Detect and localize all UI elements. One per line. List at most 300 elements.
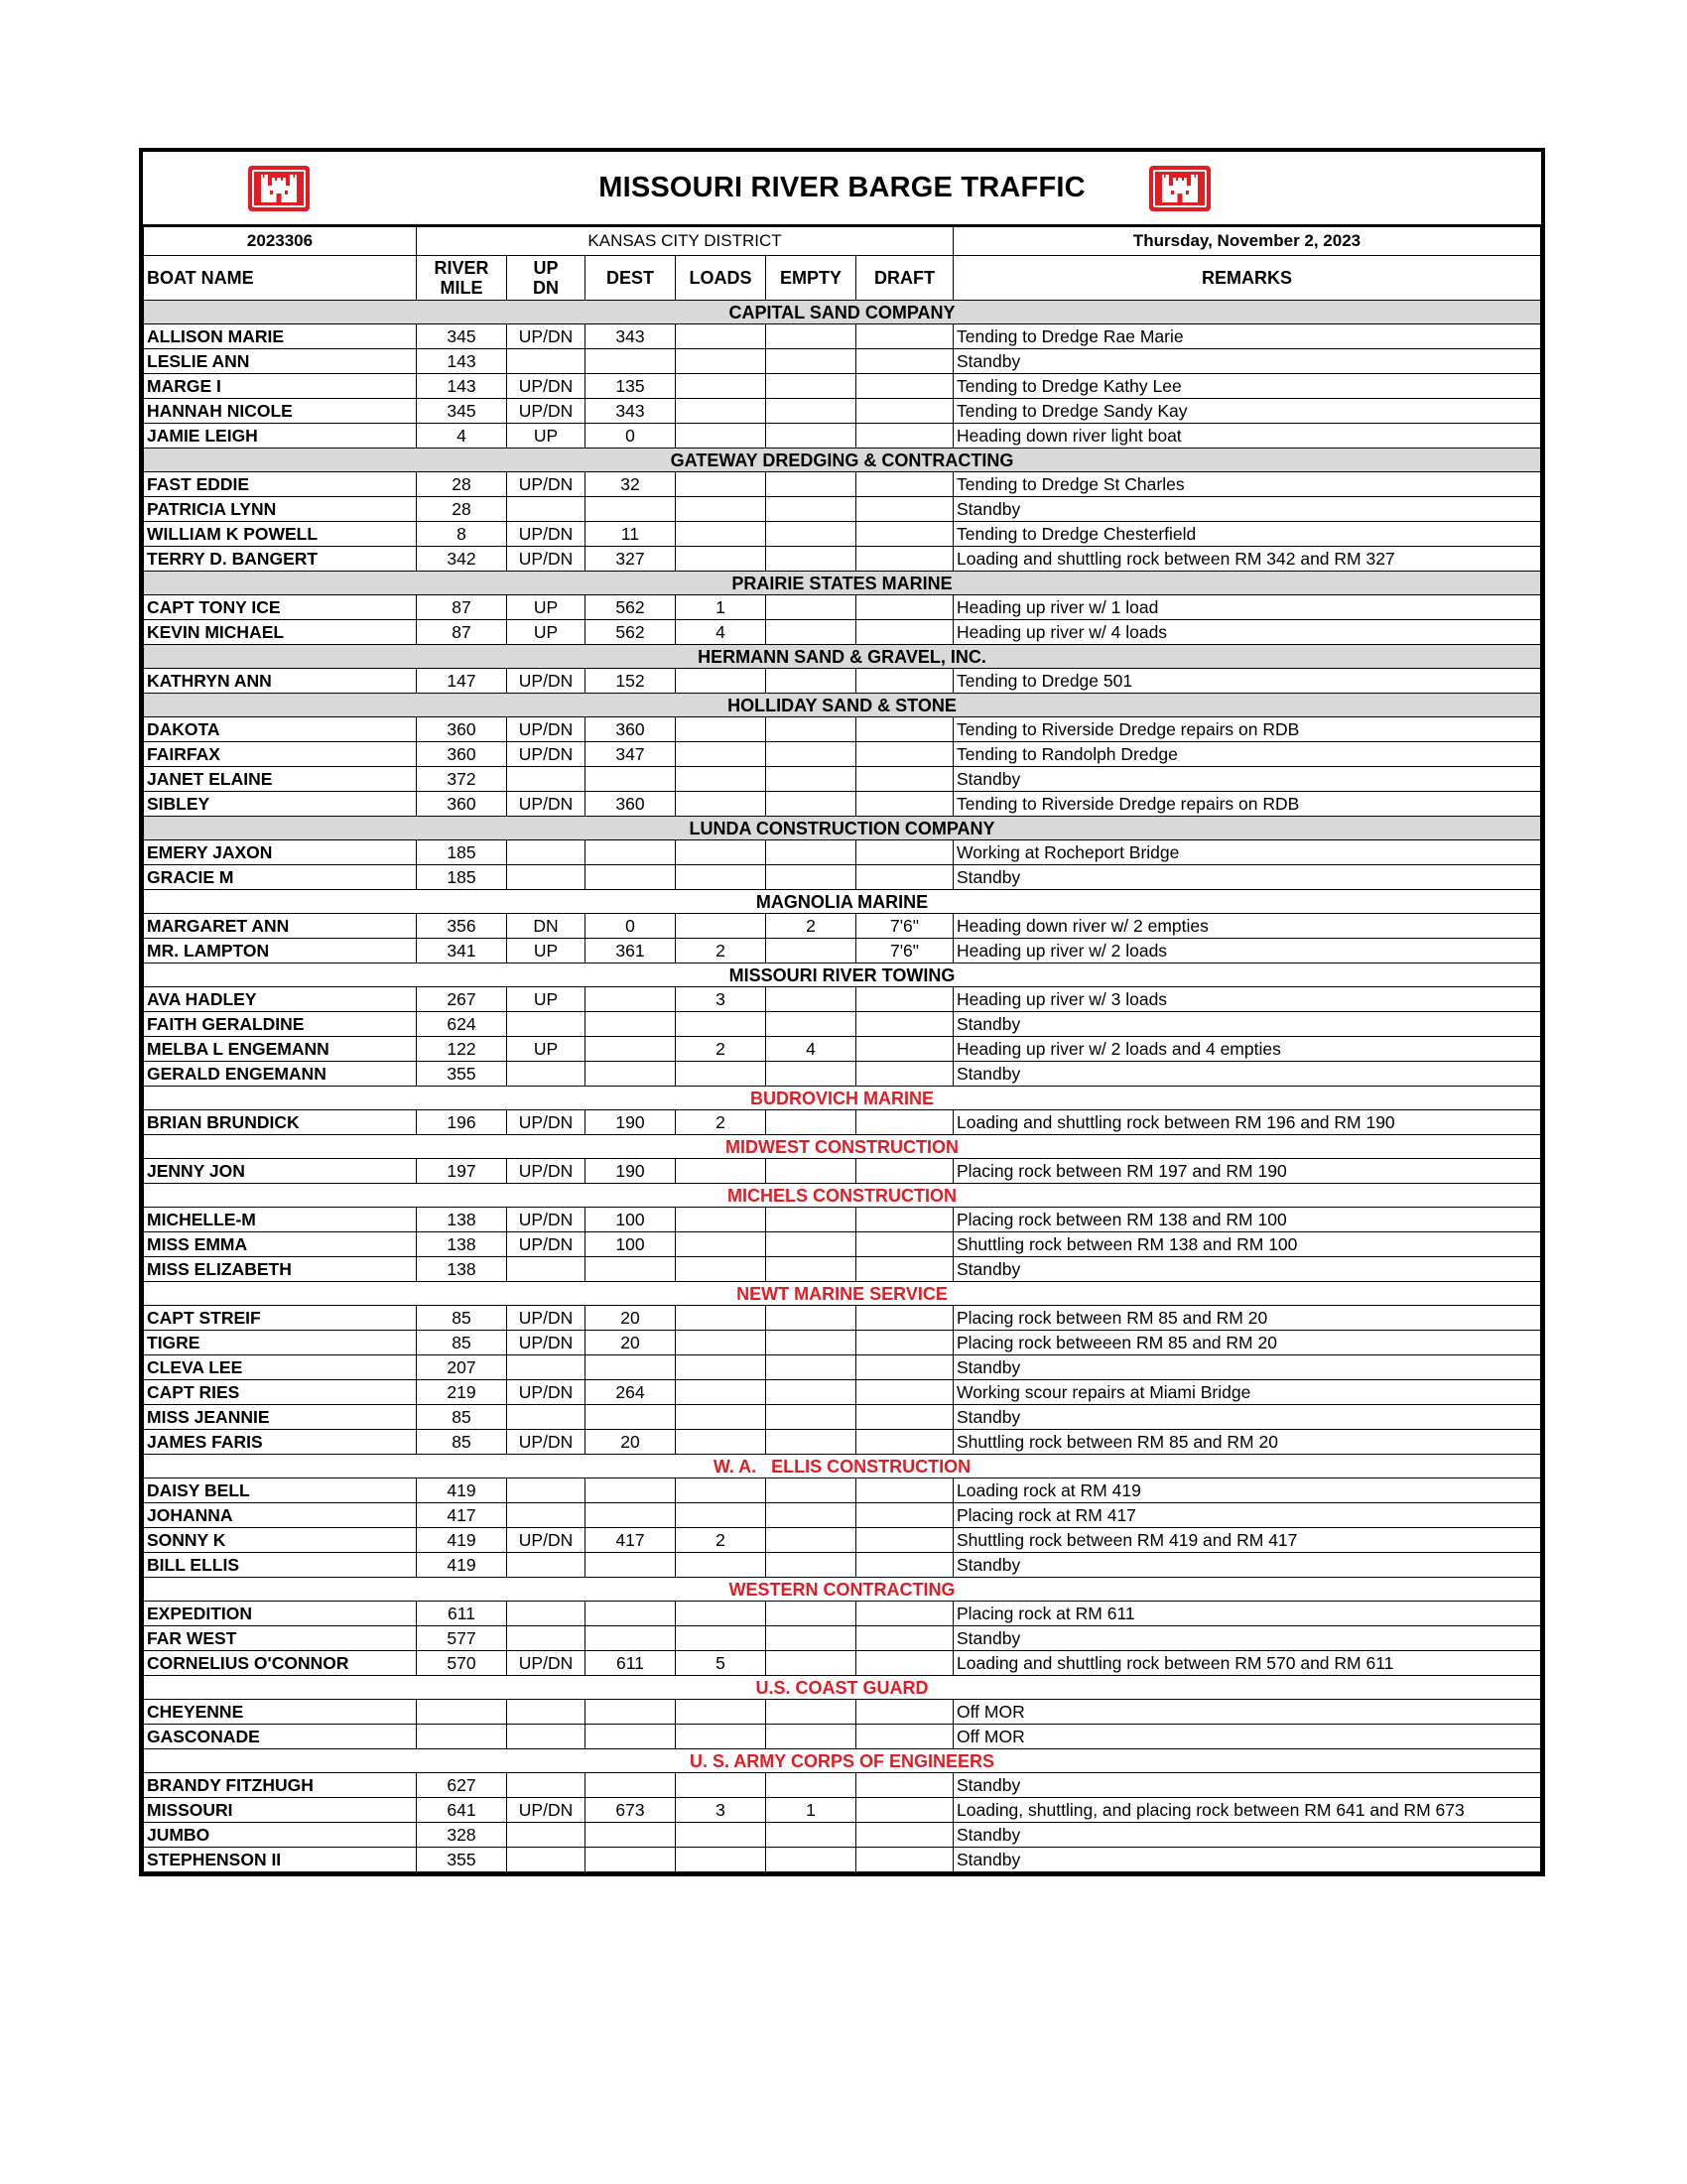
river-mile-cell: 138 xyxy=(417,1232,507,1257)
draft-cell xyxy=(856,324,954,349)
loads-cell: 4 xyxy=(676,620,766,645)
table-row xyxy=(144,1773,1541,1798)
empty-cell: 2 xyxy=(766,914,856,939)
boat-name-cell: KATHRYN ANN xyxy=(144,669,417,694)
company-header xyxy=(144,572,1541,595)
loads-cell xyxy=(676,1306,766,1331)
dest-cell: 0 xyxy=(585,424,676,449)
empty-cell xyxy=(766,1626,856,1651)
remarks-cell: Off MOR xyxy=(954,1725,1541,1749)
river-mile-cell: 185 xyxy=(417,865,507,890)
draft-cell xyxy=(856,1355,954,1380)
remarks-cell: Standby xyxy=(954,497,1541,522)
river-mile-cell: 372 xyxy=(417,767,507,792)
remarks-cell: Off MOR xyxy=(954,1700,1541,1725)
table-row xyxy=(144,1405,1541,1430)
river-mile-cell: 85 xyxy=(417,1405,507,1430)
draft-cell xyxy=(856,987,954,1012)
dest-cell xyxy=(585,767,676,792)
table-row xyxy=(144,497,1541,522)
draft-cell xyxy=(856,1773,954,1798)
table-row xyxy=(144,717,1541,742)
company-name: MICHELS CONSTRUCTION xyxy=(144,1184,1541,1208)
boat-name-cell: JUMBO xyxy=(144,1823,417,1848)
draft-cell: 7'6" xyxy=(856,914,954,939)
table-row xyxy=(144,472,1541,497)
company-header xyxy=(144,645,1541,669)
up-dn-cell: UP/DN xyxy=(507,1306,585,1331)
boat-name-cell: FAST EDDIE xyxy=(144,472,417,497)
dest-cell xyxy=(585,1012,676,1037)
boat-name-cell: STEPHENSON II xyxy=(144,1848,417,1872)
table-row xyxy=(144,1602,1541,1626)
loads-cell xyxy=(676,1257,766,1282)
table-row xyxy=(144,1823,1541,1848)
dest-cell xyxy=(585,1773,676,1798)
draft-cell xyxy=(856,1110,954,1135)
river-mile-cell: 341 xyxy=(417,939,507,964)
remarks-cell: Heading down river light boat xyxy=(954,424,1541,449)
loads-cell: 2 xyxy=(676,1528,766,1553)
dest-cell: 11 xyxy=(585,522,676,547)
title-bar xyxy=(143,152,1541,226)
col-river-mile xyxy=(417,256,507,301)
company-header xyxy=(144,301,1541,324)
empty-cell xyxy=(766,1773,856,1798)
loads-cell xyxy=(676,717,766,742)
company-header xyxy=(144,1455,1541,1478)
company-name: GATEWAY DREDGING & CONTRACTING xyxy=(144,449,1541,472)
boat-name-cell: MARGE I xyxy=(144,374,417,399)
draft-cell xyxy=(856,1823,954,1848)
draft-cell xyxy=(856,1232,954,1257)
boat-name-cell: TIGRE xyxy=(144,1331,417,1355)
remarks-cell: Loading and shuttling rock between RM 196 and RM 190 xyxy=(954,1110,1541,1135)
empty-cell xyxy=(766,424,856,449)
river-mile-cell: 355 xyxy=(417,1062,507,1087)
loads-cell xyxy=(676,349,766,374)
river-mile-cell: 360 xyxy=(417,717,507,742)
dest-cell: 611 xyxy=(585,1651,676,1676)
boat-name-cell: KEVIN MICHAEL xyxy=(144,620,417,645)
boat-name-cell: GRACIE M xyxy=(144,865,417,890)
river-mile-cell: 85 xyxy=(417,1430,507,1455)
table-row xyxy=(144,1232,1541,1257)
table-row xyxy=(144,324,1541,349)
empty-cell xyxy=(766,522,856,547)
up-dn-cell: UP/DN xyxy=(507,1651,585,1676)
river-mile-cell: 345 xyxy=(417,399,507,424)
up-dn-cell: UP/DN xyxy=(507,1208,585,1232)
draft-cell xyxy=(856,1062,954,1087)
dest-cell xyxy=(585,987,676,1012)
draft-cell xyxy=(856,595,954,620)
remarks-cell: Tending to Dredge Sandy Kay xyxy=(954,399,1541,424)
river-mile-cell: 355 xyxy=(417,1848,507,1872)
draft-cell xyxy=(856,522,954,547)
table-row xyxy=(144,1208,1541,1232)
company-header xyxy=(144,964,1541,987)
table-row xyxy=(144,1430,1541,1455)
river-mile-cell: 267 xyxy=(417,987,507,1012)
remarks-cell: Standby xyxy=(954,865,1541,890)
up-dn-cell xyxy=(507,1553,585,1578)
report-id: 2023306 xyxy=(144,227,417,256)
up-dn-cell xyxy=(507,1503,585,1528)
boat-name-cell: FAR WEST xyxy=(144,1626,417,1651)
river-mile-cell: 419 xyxy=(417,1553,507,1578)
loads-cell xyxy=(676,497,766,522)
empty-cell xyxy=(766,1602,856,1626)
dest-cell: 32 xyxy=(585,472,676,497)
table-row xyxy=(144,1626,1541,1651)
dest-cell: 190 xyxy=(585,1110,676,1135)
table-row xyxy=(144,742,1541,767)
empty-cell xyxy=(766,1503,856,1528)
up-dn-cell xyxy=(507,1012,585,1037)
table-row xyxy=(144,1355,1541,1380)
up-dn-cell xyxy=(507,1478,585,1503)
up-dn-cell: UP/DN xyxy=(507,1331,585,1355)
dest-cell xyxy=(585,865,676,890)
loads-cell: 2 xyxy=(676,1110,766,1135)
river-mile-cell xyxy=(417,1700,507,1725)
river-mile-cell: 328 xyxy=(417,1823,507,1848)
draft-cell xyxy=(856,472,954,497)
up-dn-cell: UP/DN xyxy=(507,1232,585,1257)
draft-cell xyxy=(856,1012,954,1037)
dest-cell: 20 xyxy=(585,1331,676,1355)
boat-name-cell: CHEYENNE xyxy=(144,1700,417,1725)
draft-cell xyxy=(856,399,954,424)
table-row xyxy=(144,374,1541,399)
boat-name-cell: MISS ELIZABETH xyxy=(144,1257,417,1282)
river-mile-cell: 143 xyxy=(417,349,507,374)
boat-name-cell: CORNELIUS O'CONNOR xyxy=(144,1651,417,1676)
remarks-cell: Shuttling rock between RM 138 and RM 100 xyxy=(954,1232,1541,1257)
up-dn-cell xyxy=(507,1773,585,1798)
draft-cell xyxy=(856,1602,954,1626)
draft-cell xyxy=(856,1478,954,1503)
empty-cell: 4 xyxy=(766,1037,856,1062)
up-dn-cell xyxy=(507,1602,585,1626)
river-mile-cell: 138 xyxy=(417,1208,507,1232)
company-name: MIDWEST CONSTRUCTION xyxy=(144,1135,1541,1159)
table-row xyxy=(144,1848,1541,1872)
up-dn-cell: UP xyxy=(507,595,585,620)
dest-cell: 343 xyxy=(585,399,676,424)
boat-name-cell: JAMIE LEIGH xyxy=(144,424,417,449)
up-dn-cell: UP/DN xyxy=(507,1798,585,1823)
table-row xyxy=(144,547,1541,572)
empty-cell xyxy=(766,1430,856,1455)
dest-cell: 0 xyxy=(585,914,676,939)
draft-cell: 7'6" xyxy=(856,939,954,964)
loads-cell xyxy=(676,1208,766,1232)
dest-cell: 347 xyxy=(585,742,676,767)
river-mile-cell: 122 xyxy=(417,1037,507,1062)
empty-cell xyxy=(766,669,856,694)
table-row xyxy=(144,1110,1541,1135)
dest-cell: 327 xyxy=(585,547,676,572)
table-row xyxy=(144,1331,1541,1355)
dest-cell: 100 xyxy=(585,1208,676,1232)
company-header xyxy=(144,1135,1541,1159)
remarks-cell: Standby xyxy=(954,1848,1541,1872)
empty-cell xyxy=(766,717,856,742)
table-row xyxy=(144,1380,1541,1405)
loads-cell xyxy=(676,1380,766,1405)
empty-cell xyxy=(766,1306,856,1331)
company-name: HERMANN SAND & GRAVEL, INC. xyxy=(144,645,1541,669)
empty-cell xyxy=(766,1478,856,1503)
empty-cell xyxy=(766,472,856,497)
draft-cell xyxy=(856,1700,954,1725)
table-body xyxy=(144,301,1541,1872)
draft-cell xyxy=(856,1159,954,1184)
empty-cell xyxy=(766,1012,856,1037)
up-dn-cell: UP xyxy=(507,987,585,1012)
dest-cell xyxy=(585,1823,676,1848)
dest-cell xyxy=(585,1062,676,1087)
loads-cell xyxy=(676,1405,766,1430)
district-name: KANSAS CITY DISTRICT xyxy=(417,227,954,256)
remarks-cell: Standby xyxy=(954,1773,1541,1798)
col-river-mile-line2: MILE xyxy=(440,278,483,298)
boat-name-cell: AVA HADLEY xyxy=(144,987,417,1012)
up-dn-cell: UP xyxy=(507,939,585,964)
company-header xyxy=(144,1087,1541,1110)
dest-cell xyxy=(585,840,676,865)
empty-cell xyxy=(766,547,856,572)
boat-name-cell: MR. LAMPTON xyxy=(144,939,417,964)
boat-name-cell: EMERY JAXON xyxy=(144,840,417,865)
up-dn-cell: UP/DN xyxy=(507,669,585,694)
boat-name-cell: SONNY K xyxy=(144,1528,417,1553)
empty-cell xyxy=(766,1257,856,1282)
draft-cell xyxy=(856,1380,954,1405)
remarks-cell: Loading and shuttling rock between RM 342 and RM 327 xyxy=(954,547,1541,572)
empty-cell xyxy=(766,1062,856,1087)
loads-cell xyxy=(676,840,766,865)
company-header xyxy=(144,1676,1541,1700)
table-row xyxy=(144,595,1541,620)
river-mile-cell: 28 xyxy=(417,472,507,497)
boat-name-cell: GASCONADE xyxy=(144,1725,417,1749)
draft-cell xyxy=(856,1306,954,1331)
boat-name-cell: ALLISON MARIE xyxy=(144,324,417,349)
boat-name-cell: CAPT RIES xyxy=(144,1380,417,1405)
remarks-cell: Standby xyxy=(954,1062,1541,1087)
col-up-dn-line1: UP xyxy=(533,258,559,278)
boat-name-cell: JANET ELAINE xyxy=(144,767,417,792)
barge-traffic-report xyxy=(139,148,1545,1876)
dest-cell xyxy=(585,1405,676,1430)
remarks-cell: Placing rock between RM 85 and RM 20 xyxy=(954,1306,1541,1331)
table-row xyxy=(144,424,1541,449)
river-mile-cell: 577 xyxy=(417,1626,507,1651)
table-row xyxy=(144,349,1541,374)
table-row xyxy=(144,939,1541,964)
river-mile-cell: 342 xyxy=(417,547,507,572)
remarks-cell: Heading up river w/ 2 loads and 4 empties xyxy=(954,1037,1541,1062)
loads-cell xyxy=(676,1725,766,1749)
boat-name-cell: SIBLEY xyxy=(144,792,417,817)
river-mile-cell: 356 xyxy=(417,914,507,939)
remarks-cell: Heading up river w/ 1 load xyxy=(954,595,1541,620)
boat-name-cell: FAITH GERALDINE xyxy=(144,1012,417,1037)
table-row xyxy=(144,669,1541,694)
dest-cell: 360 xyxy=(585,792,676,817)
company-header xyxy=(144,1184,1541,1208)
empty-cell xyxy=(766,1232,856,1257)
river-mile-cell: 87 xyxy=(417,595,507,620)
dest-cell: 361 xyxy=(585,939,676,964)
draft-cell xyxy=(856,620,954,645)
draft-cell xyxy=(856,1037,954,1062)
company-name: CAPITAL SAND COMPANY xyxy=(144,301,1541,324)
up-dn-cell: UP/DN xyxy=(507,1110,585,1135)
up-dn-cell: UP/DN xyxy=(507,1380,585,1405)
up-dn-cell: DN xyxy=(507,914,585,939)
loads-cell xyxy=(676,914,766,939)
boat-name-cell: MELBA L ENGEMANN xyxy=(144,1037,417,1062)
up-dn-cell: UP xyxy=(507,1037,585,1062)
table-row xyxy=(144,1651,1541,1676)
draft-cell xyxy=(856,865,954,890)
river-mile-cell: 219 xyxy=(417,1380,507,1405)
loads-cell: 3 xyxy=(676,987,766,1012)
table-row xyxy=(144,620,1541,645)
boat-name-cell: DAKOTA xyxy=(144,717,417,742)
remarks-cell: Tending to Dredge Rae Marie xyxy=(954,324,1541,349)
dest-cell: 135 xyxy=(585,374,676,399)
dest-cell: 20 xyxy=(585,1306,676,1331)
up-dn-cell xyxy=(507,349,585,374)
boat-name-cell: JOHANNA xyxy=(144,1503,417,1528)
loads-cell xyxy=(676,1331,766,1355)
loads-cell: 2 xyxy=(676,1037,766,1062)
up-dn-cell xyxy=(507,497,585,522)
remarks-cell: Shuttling rock between RM 85 and RM 20 xyxy=(954,1430,1541,1455)
empty-cell xyxy=(766,1331,856,1355)
remarks-cell: Shuttling rock between RM 419 and RM 417 xyxy=(954,1528,1541,1553)
up-dn-cell xyxy=(507,1725,585,1749)
empty-cell: 1 xyxy=(766,1798,856,1823)
company-name: U. S. ARMY CORPS OF ENGINEERS xyxy=(144,1749,1541,1773)
table-row xyxy=(144,1159,1541,1184)
up-dn-cell: UP xyxy=(507,424,585,449)
boat-name-cell: MISSOURI xyxy=(144,1798,417,1823)
empty-cell xyxy=(766,1380,856,1405)
remarks-cell: Loading rock at RM 419 xyxy=(954,1478,1541,1503)
draft-cell xyxy=(856,1405,954,1430)
river-mile-cell: 147 xyxy=(417,669,507,694)
col-loads: LOADS xyxy=(676,256,766,301)
draft-cell xyxy=(856,1208,954,1232)
up-dn-cell xyxy=(507,1405,585,1430)
col-draft: DRAFT xyxy=(856,256,954,301)
remarks-cell: Standby xyxy=(954,1405,1541,1430)
table-row xyxy=(144,1700,1541,1725)
col-remarks: REMARKS xyxy=(954,256,1541,301)
table-row xyxy=(144,865,1541,890)
up-dn-cell xyxy=(507,1257,585,1282)
empty-cell xyxy=(766,840,856,865)
draft-cell xyxy=(856,1798,954,1823)
up-dn-cell: UP/DN xyxy=(507,399,585,424)
col-dest: DEST xyxy=(585,256,676,301)
up-dn-cell: UP/DN xyxy=(507,472,585,497)
river-mile-cell: 185 xyxy=(417,840,507,865)
empty-cell xyxy=(766,595,856,620)
loads-cell xyxy=(676,1355,766,1380)
remarks-cell: Heading up river w/ 3 loads xyxy=(954,987,1541,1012)
river-mile-cell: 360 xyxy=(417,792,507,817)
river-mile-cell: 4 xyxy=(417,424,507,449)
empty-cell xyxy=(766,792,856,817)
remarks-cell: Tending to Dredge 501 xyxy=(954,669,1541,694)
up-dn-cell: UP/DN xyxy=(507,742,585,767)
draft-cell xyxy=(856,1430,954,1455)
boat-name-cell: PATRICIA LYNN xyxy=(144,497,417,522)
table-row xyxy=(144,399,1541,424)
table-row xyxy=(144,792,1541,817)
remarks-cell: Working scour repairs at Miami Bridge xyxy=(954,1380,1541,1405)
company-name: WESTERN CONTRACTING xyxy=(144,1578,1541,1602)
dest-cell xyxy=(585,497,676,522)
remarks-cell: Standby xyxy=(954,1553,1541,1578)
loads-cell xyxy=(676,1478,766,1503)
draft-cell xyxy=(856,1503,954,1528)
remarks-cell: Standby xyxy=(954,1355,1541,1380)
table-row xyxy=(144,1062,1541,1087)
draft-cell xyxy=(856,1848,954,1872)
dest-cell: 562 xyxy=(585,595,676,620)
company-name: PRAIRIE STATES MARINE xyxy=(144,572,1541,595)
page-title: MISSOURI RIVER BARGE TRAFFIC xyxy=(598,172,1086,203)
up-dn-cell xyxy=(507,1355,585,1380)
river-mile-cell: 143 xyxy=(417,374,507,399)
river-mile-cell: 624 xyxy=(417,1012,507,1037)
up-dn-cell xyxy=(507,1848,585,1872)
company-header xyxy=(144,1578,1541,1602)
river-mile-cell: 570 xyxy=(417,1651,507,1676)
up-dn-cell: UP/DN xyxy=(507,1528,585,1553)
empty-cell xyxy=(766,1159,856,1184)
col-up-dn-line2: DN xyxy=(533,278,559,298)
remarks-cell: Tending to Dredge Chesterfield xyxy=(954,522,1541,547)
dest-cell: 20 xyxy=(585,1430,676,1455)
remarks-cell: Tending to Randolph Dredge xyxy=(954,742,1541,767)
river-mile-cell: 85 xyxy=(417,1331,507,1355)
dest-cell xyxy=(585,1848,676,1872)
table-row xyxy=(144,1553,1541,1578)
river-mile-cell: 207 xyxy=(417,1355,507,1380)
loads-cell xyxy=(676,1823,766,1848)
remarks-cell: Heading down river w/ 2 empties xyxy=(954,914,1541,939)
company-header xyxy=(144,890,1541,914)
remarks-cell: Heading up river w/ 4 loads xyxy=(954,620,1541,645)
up-dn-cell: UP xyxy=(507,620,585,645)
empty-cell xyxy=(766,1553,856,1578)
remarks-cell: Standby xyxy=(954,1823,1541,1848)
loads-cell xyxy=(676,1012,766,1037)
dest-cell: 190 xyxy=(585,1159,676,1184)
empty-cell xyxy=(766,1405,856,1430)
loads-cell xyxy=(676,1503,766,1528)
up-dn-cell xyxy=(507,767,585,792)
